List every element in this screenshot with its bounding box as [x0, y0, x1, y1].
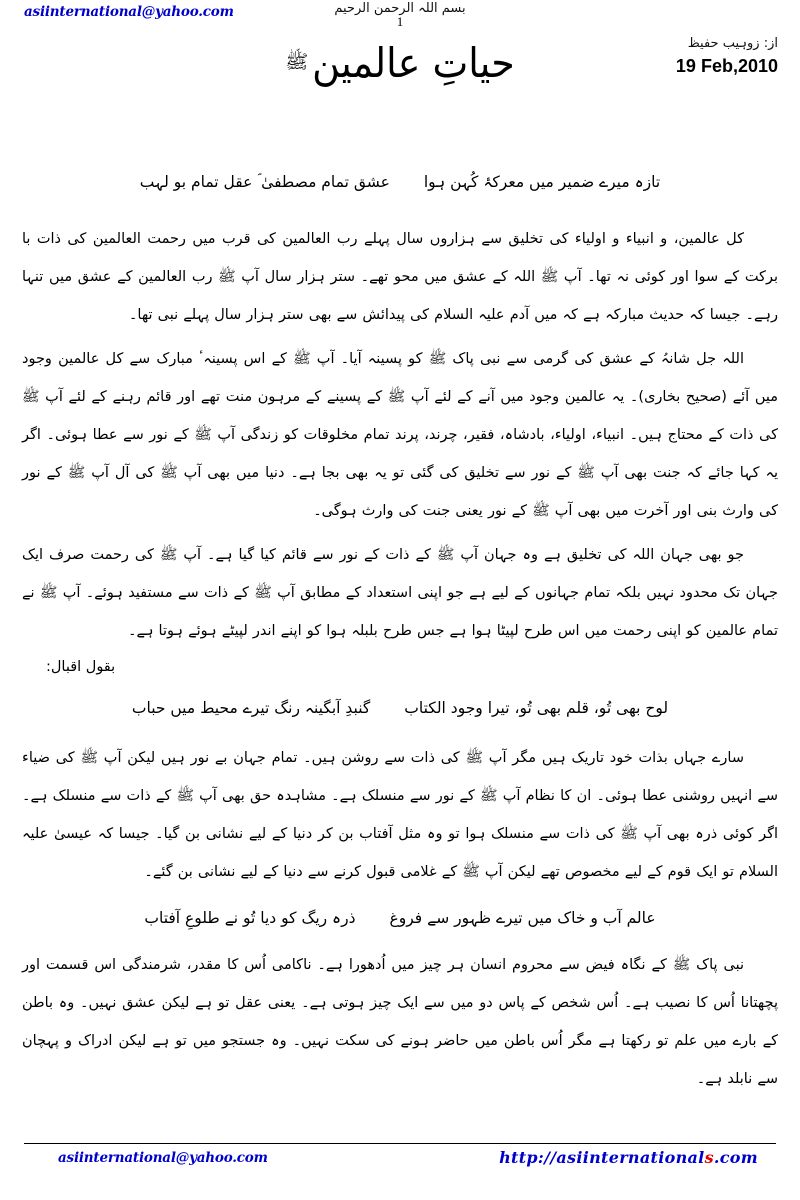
footer-website-link[interactable]: [499, 1148, 758, 1167]
couplet-1-second-hemistich: عشق تمام مصطفیٰ ؐ عقل تمام بو لہب: [139, 173, 390, 191]
couplet-3-second-hemistich: ذرہ ریگ کو دیا تُو نے طلوعِ آفتاب: [144, 908, 356, 927]
body-paragraph-5: نبی پاک ﷺ کے نگاہ فیض سے محروم انسان ہر چیز میں اُدھورا ہے۔ ناکامی اُس کا مقدر، شرمندگی اس قسمت اور پچھتانا اُس کا نصیب ہے۔ اُس شخص کے پاس دو میں سے ایک چیز ہوتی ہے۔ یعنی عقل تو ہے لیکن عشق نہیں۔ وہ باطن کے بارے میں علم تو رکھتا ہے مگر اُس باطن میں حاضر ہونے کی سکت نہیں۔ وہ جستجو میں تو ہے لیکن ادراک و پہچان سے نابلد ہے۔: [22, 957, 778, 1088]
couplet-2-second-hemistich: گنبدِ آبگینہ رنگ تیرے محیط میں حباب: [131, 699, 371, 718]
footer-email-link[interactable]: asiinternational@yahoo.com: [58, 1150, 268, 1166]
footer-url-prefix: http://asiinternational: [499, 1148, 705, 1167]
page-number: 1: [396, 14, 404, 29]
body-paragraph-4: سارے جہاں بذات خود تاریک ہیں مگر آپ ﷺ کی ذات سے روشن ہیں۔ تمام جہان بے نور ہیں لیکن آپ ﷺ کی ضیاء سے انہیں روشنی عطا ہوئی۔ ان کا نظام آپ ﷺ کے نور سے منسلک ہے۔ مشاہدہ حق بھی آپ ﷺ کے ذات سے منسلک ہے۔ اگر کوئی ذرہ بھی آپ ﷺ کی ذات سے منسلک ہوا تو وہ مثل آفتاب بن کر دنیا کے لیے نشانی بن گیا۔ جیسا کہ عیسیٰ علیہ السلام تو ایک قوم کے لیے مخصوص تھے لیکن آپ ﷺ کے غلامی قبول کرنے سے دنیا کے لیے نشانی بن گئے۔: [22, 749, 778, 880]
footer-row: [24, 1150, 776, 1172]
couplet-3: [22, 904, 778, 933]
couplet-3-first-hemistich: عالم آب و خاک میں تیرے ظہور سے فروغ: [389, 908, 656, 927]
couplet-2-first-hemistich: لوح بھی تُو، قلم بھی تُو، تیرا وجود الکتاب: [404, 699, 669, 718]
header-email-link[interactable]: asiinternational@yahoo.com: [24, 4, 234, 20]
footer-divider: [24, 1143, 776, 1144]
publication-date: 19 Feb,2010: [675, 56, 778, 76]
couplet-1: [22, 168, 778, 197]
page-footer: [0, 1143, 800, 1172]
page-title-text: حیاتِ عالمین: [312, 39, 515, 87]
body-paragraph-3: جو بھی جہان اللہ کی تخلیق ہے وہ جہان آپ ﷺ کے ذات کے نور سے قائم کیا گیا ہے۔ آپ ﷺ کی رحمت صرف ایک جہان تک محدود نہیں بلکہ تمام جہانوں کے لیے ہے جو اپنی استعداد کے مطابق آپ ﷺ کے ذات سے مستفید ہوئے۔ آپ ﷺ نے تمام عالمین کو اپنی رحمت میں اس طرح لپیٹا ہوا ہے جس طرح بلبلہ ہوا کو اپنے اندر لپیٹے ہوئے ہوتا ہے۔: [22, 547, 778, 640]
body-paragraph-2: اللہ جل شانہُ کے عشق کی گرمی سے نبی پاک ﷺ کو پسینہ آیا۔ آپ ﷺ کے اس پسینہٴ مبارک سے کل عالمین وجود میں آئے (صحیح بخاری)۔ یہ عالمین وجود میں آنے کے لئے آپ ﷺ کے پسینے کے مرہون منت تھے اور قائم رہنے کے لئے آپ ﷺ کی ذات کے محتاج ہیں۔ انبیاء، اولیاء، بادشاہ، فقیر، چرند، پرند تمام مخلوقات کو زندگی آپ ﷺ کے نور سے عطا ہوئی۔ اگر یہ کہا جائے کہ جنت بھی آپ ﷺ کے نور سے تخلیق کی گئی تو یہ بھی بجا ہے۔ دنیا میں بھی آپ ﷺ کی آل آپ ﷺ کے نور کی وارث بنی اور آخرت میں بھی آپ ﷺ کے نور یعنی جنت کی وارث ہوگی۔: [22, 351, 778, 520]
attribution-iqbal-1: بقول اقبال:: [46, 659, 116, 676]
bismillah-text: بسم اللہ الرحمن الرحیم: [334, 1, 466, 16]
page-title: [0, 38, 800, 89]
footer-url-highlight: s: [704, 1148, 714, 1167]
author-byline: از: زوہیب حفیظ: [687, 36, 778, 51]
document-body: [0, 168, 800, 1099]
footer-url-suffix: .com: [713, 1148, 758, 1167]
title-honorific-glyph: ﷺ: [285, 50, 309, 73]
couplet-1-first-hemistich: تازہ میرے ضمیر میں معرکۂ کُہن ہوا: [423, 173, 661, 191]
body-paragraph-1: کل عالمین، و انبیاء و اولیاء کی تخلیق سے ہزاروں سال پہلے رب العالمین کی قرب میں رحمت العالمین کی ذات با برکت کے سوا اور کوئی نہ تھا۔ آپ ﷺ اللہ کے عشق میں محو تھے۔ ستر ہزار سال آپ ﷺ رب العالمین کے عشق میں تنہا رہے۔ جیسا کہ حدیث مبارکہ ہے کہ میں آدم علیہ السلام کی پیدائش سے بھی ستر ہزار سال پہلے نبی تھا۔: [22, 231, 778, 324]
page-header: [0, 0, 800, 112]
couplet-2: [22, 694, 778, 723]
